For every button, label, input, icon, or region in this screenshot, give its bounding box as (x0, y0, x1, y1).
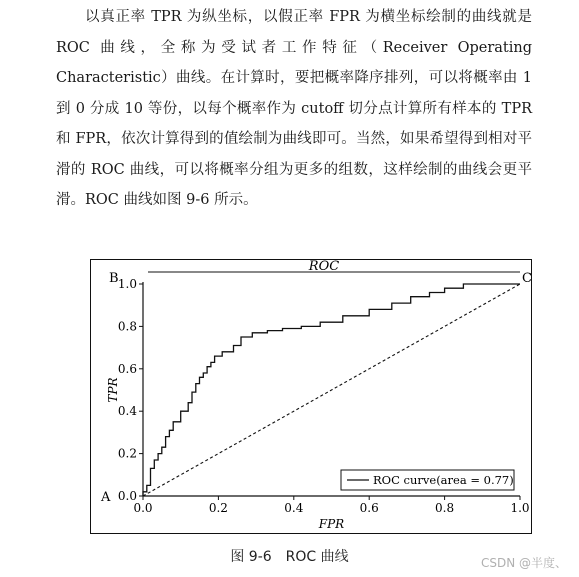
x-tick-label: 0.8 (435, 501, 455, 515)
corner-label-a: A (101, 490, 111, 505)
corner-label-c: C (522, 271, 532, 286)
corner-label-b: B (109, 271, 119, 286)
x-tick-label: 0.4 (284, 501, 304, 515)
x-axis-label: FPR (318, 517, 345, 531)
legend-label: ROC curve(area = 0.77) (373, 473, 514, 487)
y-tick-label: 0.4 (117, 404, 137, 419)
diagonal-reference-line (143, 284, 520, 496)
watermark: CSDN @半度、 (480, 556, 567, 570)
y-tick-label: 0.0 (117, 489, 137, 503)
x-tick-label: 0.0 (133, 501, 153, 515)
chart-title: ROC (308, 260, 340, 274)
roc-chart (91, 260, 533, 535)
y-tick-label: 1.0 (117, 277, 137, 291)
x-tick-label: 0.2 (208, 501, 228, 515)
figure-caption: 图 9-6 ROC 曲线 (230, 549, 349, 565)
y-axis-label: TPR (106, 377, 120, 403)
y-tick-label: 0.2 (117, 446, 137, 461)
x-tick-label: 0.6 (359, 501, 379, 515)
y-tick-label: 0.6 (117, 361, 137, 376)
roc-figure (90, 259, 532, 534)
x-tick-label: 1.0 (510, 501, 530, 515)
y-tick-label: 0.8 (117, 319, 137, 334)
body-paragraph: 以真正率 TPR 为纵坐标，以假正率 FPR 为横坐标绘制的曲线就是 ROC 曲线，全称为受试者工作特征（Receiver Operating Characteristic）曲线。在计算时，要把概率降序排列，可以将概率由 1 到 0 分成 10 等份，以每个概率作为 cutoff 切分点计算所有样本的 TPR 和 FPR，依次计算得到的值绘制为曲线即可。当然，如果希望得到相对平滑的 ROC 曲线，可以将概率分组为更多的组数，这样绘制的曲线会更平滑。ROC 曲线如图 9-6 所示。 (56, 9, 532, 208)
